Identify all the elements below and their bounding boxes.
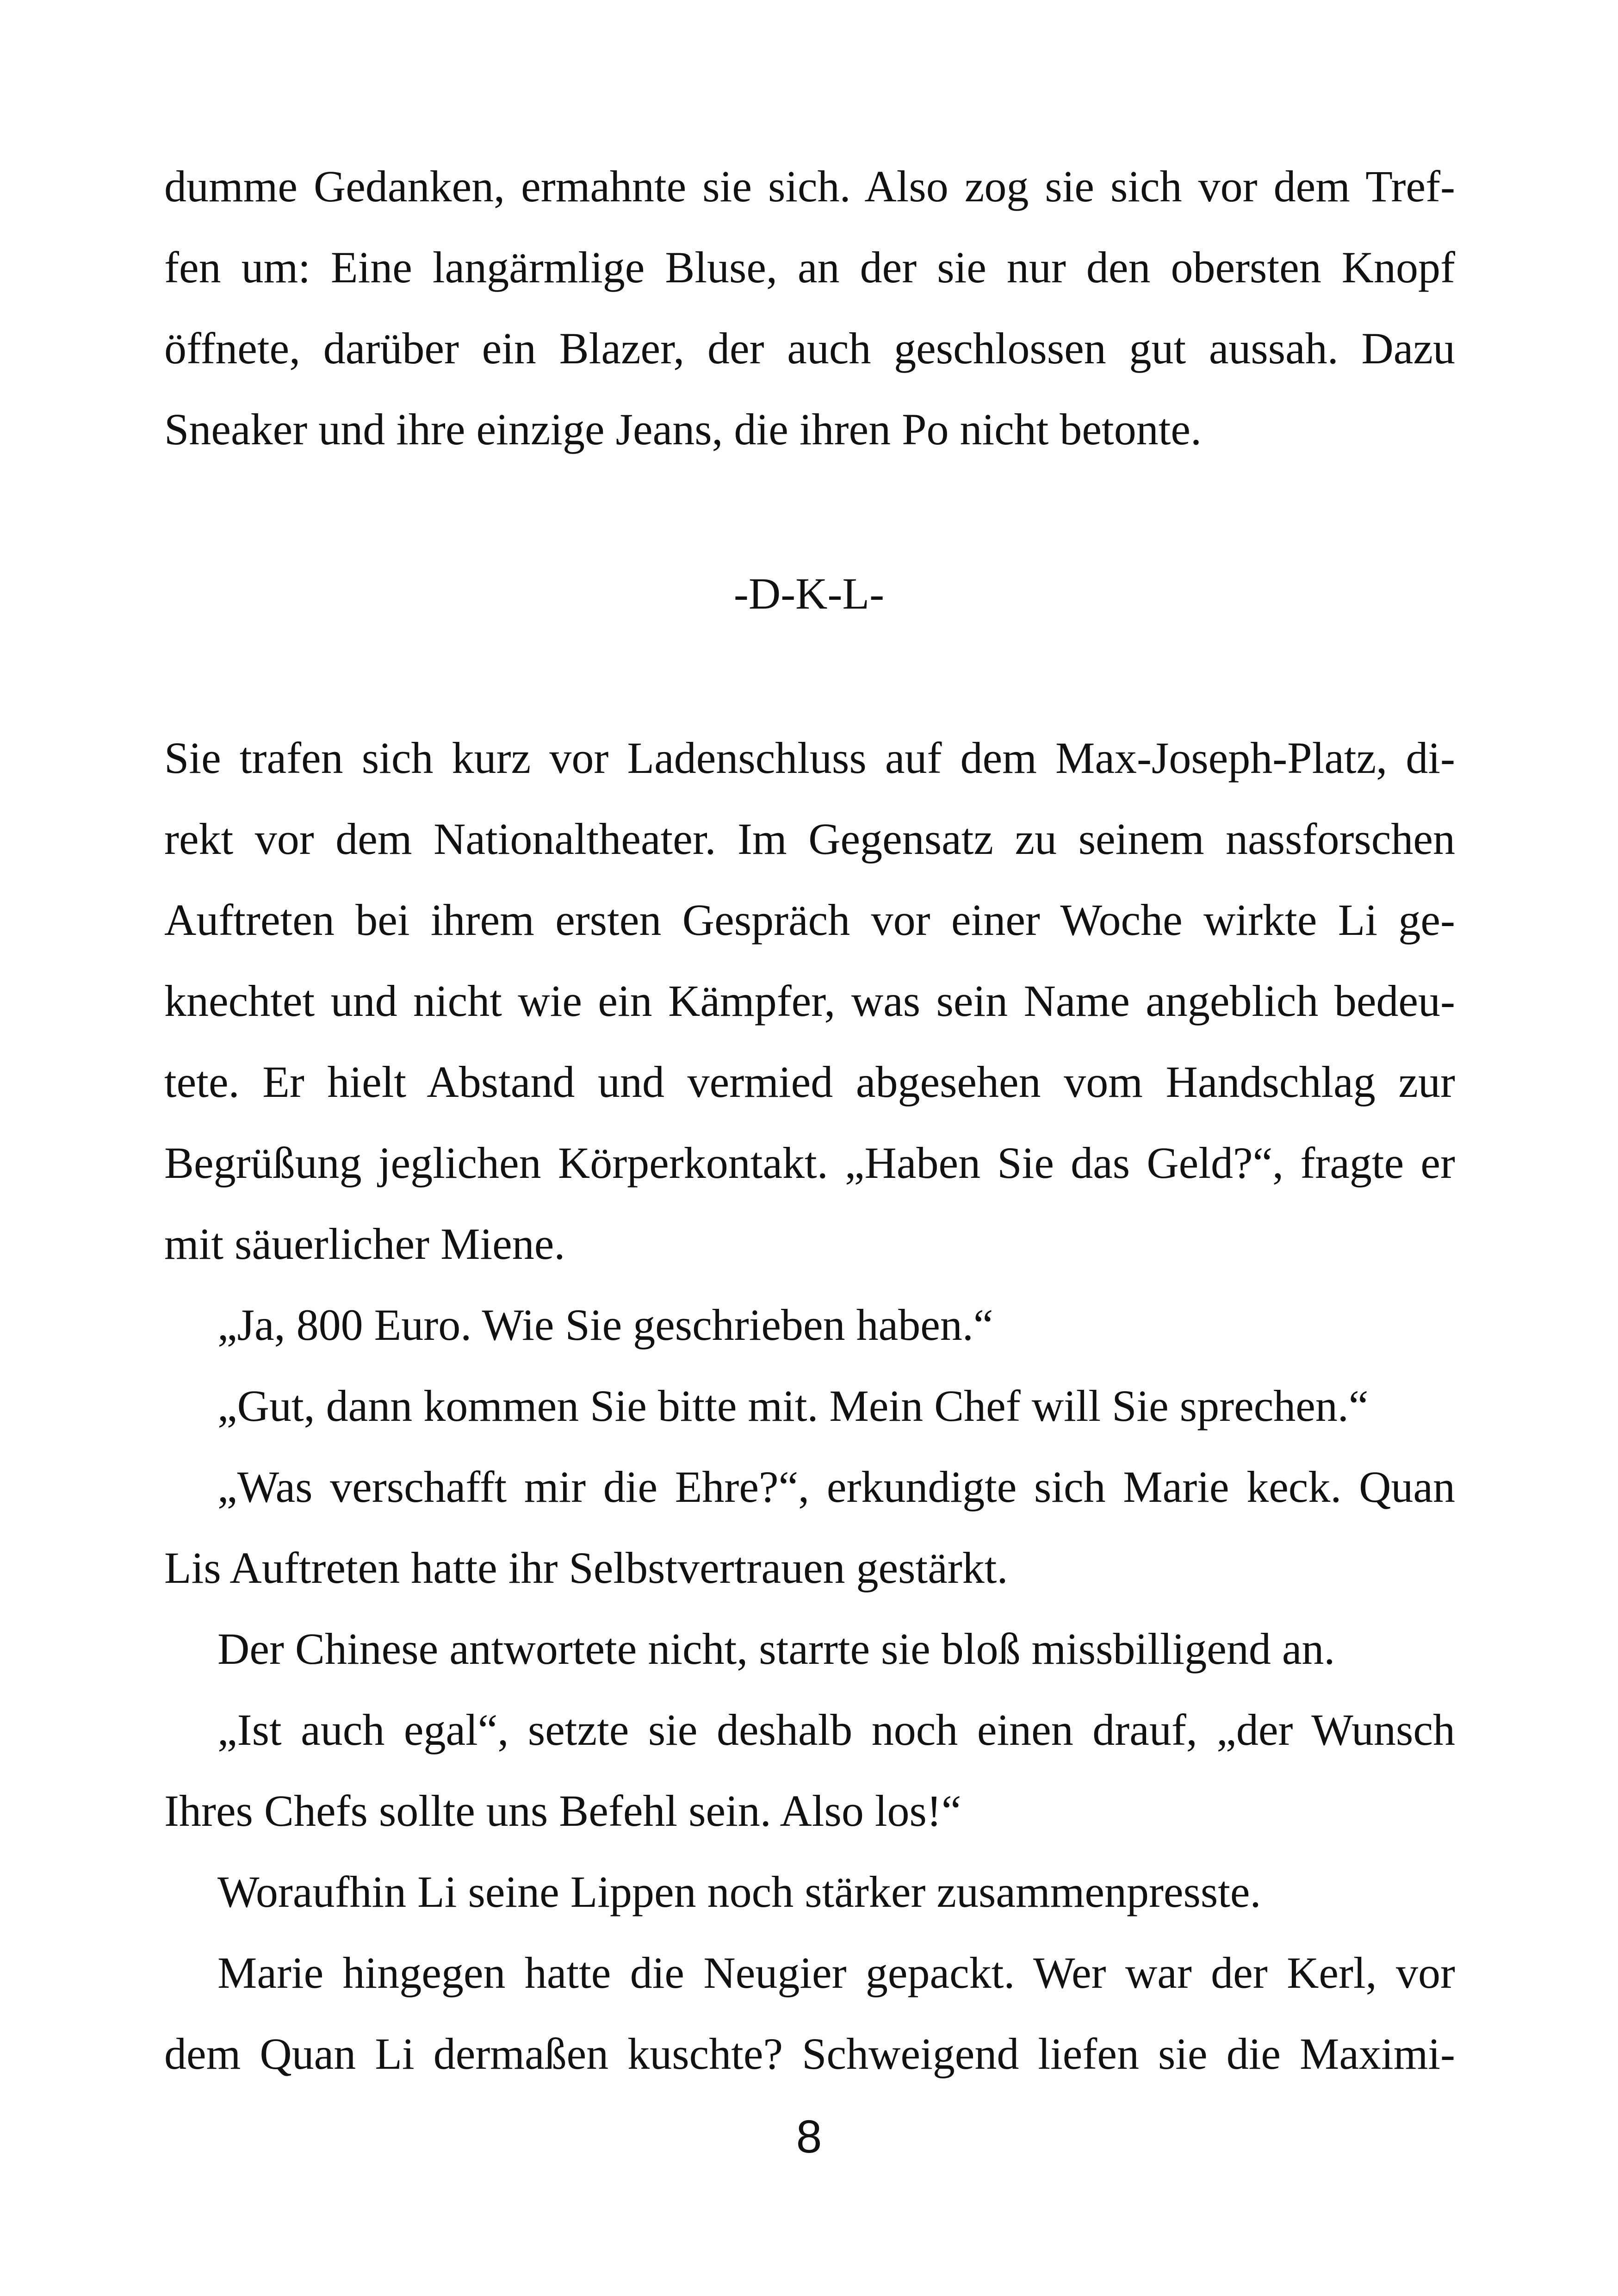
text-line: rekt vor dem Nationaltheater. Im Gegensatz zu seinem nassforschen <box>164 814 1455 864</box>
section-break: -D-K-L- <box>733 569 885 618</box>
text-line: Der Chinese antwortete nicht, starrte sie bloß missbilligend an. <box>217 1624 1335 1674</box>
text-line: Sie trafen sich kurz vor Ladenschluss auf dem Max-Joseph-Platz, di- <box>164 733 1455 783</box>
text-line: Ihres Chefs sollte uns Befehl sein. Also los!“ <box>164 1786 961 1836</box>
text-line: Woraufhin Li seine Lippen noch stärker zusammenpresste. <box>217 1867 1261 1916</box>
text-line: Auftreten bei ihrem ersten Gespräch vor einer Woche wirkte Li ge- <box>164 895 1455 945</box>
text-line: knechtet und nicht wie ein Kämpfer, was sein Name angeblich bedeu- <box>164 976 1455 1026</box>
text-line: tete. Er hielt Abstand und vermied abgesehen vom Handschlag zur <box>164 1057 1455 1107</box>
text-line: Lis Auftreten hatte ihr Selbstvertrauen gestärkt. <box>164 1543 1008 1593</box>
dialogue-line: „Gut, dann kommen Sie bitte mit. Mein Chef will Sie sprechen.“ <box>217 1381 1369 1431</box>
text-line: dumme Gedanken, ermahnte sie sich. Also zog sie sich vor dem Tref- <box>164 162 1455 211</box>
page-number: 8 <box>796 2111 822 2163</box>
text-line: mit säuerlicher Miene. <box>164 1219 565 1269</box>
text-line: fen um: Eine langärmlige Bluse, an der sie nur den obersten Knopf <box>164 243 1455 292</box>
dialogue-line: „Ist auch egal“, setzte sie deshalb noch einen drauf, „der Wunsch <box>217 1705 1455 1755</box>
text-line: Marie hingegen hatte die Neugier gepackt. Wer war der Kerl, vor <box>217 1948 1455 1997</box>
dialogue-line: „Ja, 800 Euro. Wie Sie geschrieben haben.“ <box>217 1300 993 1350</box>
dialogue-line: „Was verschafft mir die Ehre?“, erkundigte sich Marie keck. Quan <box>217 1462 1455 1512</box>
text-line: Sneaker und ihre einzige Jeans, die ihren Po nicht betonte. <box>164 404 1202 454</box>
text-line: Begrüßung jeglichen Körperkontakt. „Haben Sie das Geld?“, fragte er <box>164 1138 1455 1188</box>
text-line: dem Quan Li dermaßen kuschte? Schweigend liefen sie die Maximi- <box>164 2029 1455 2078</box>
text-line: öffnete, darüber ein Blazer, der auch geschlossen gut aussah. Dazu <box>164 324 1455 373</box>
